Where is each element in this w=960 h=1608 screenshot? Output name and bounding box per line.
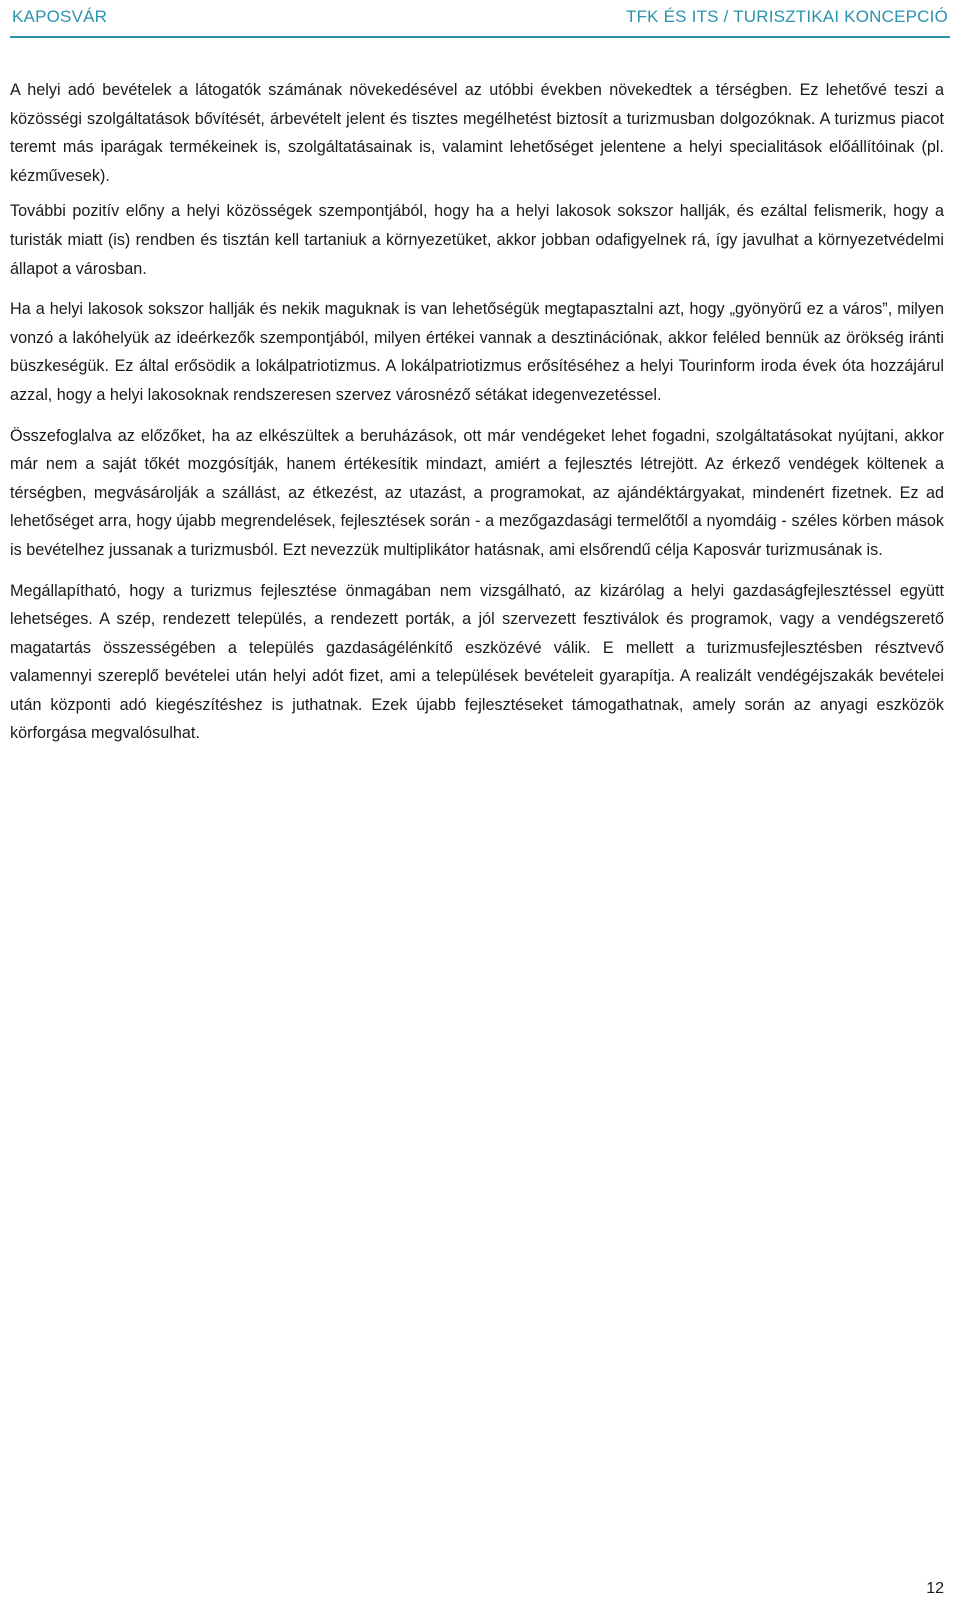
header-location: KAPOSVÁR: [12, 7, 108, 26]
body-text: [10, 76, 944, 760]
paragraph: Megállapítható, hogy a turizmus fejlesztése önmagában nem vizsgálható, az kizárólag a helyi gazdaságfejlesztéssel együtt lehetséges. A szép, rendezett település, a rendezett porták, a jól szervezett fesztiválok és programok, vagy a vendégszerető magatartás összességében a település gazdaságélénkítő eszközévé válik. E mellett a turizmusfejlesztésben résztvevő valamennyi szereplő bevételei után helyi adót fizet, ami a települések bevételeit gyarapítja. A realizált vendégéjszakák bevételei után központi adó kiegészítéshez is juthatnak. Ezek újabb fejlesztéseket támogathatnak, amely során az anyagi eszközök körforgása megvalósulhat.: [10, 581, 944, 743]
paragraph: Ha a helyi lakosok sokszor hallják és nekik maguknak is van lehetőségük megtapasztalni azt, hogy „gyönyörű ez a város”, milyen vonzó a lakóhelyük az ideérkezők szempontjából, milyen értékei vannak a desztinációnak, akkor feléled bennük az örökség iránti büszkeségük. Ez által erősödik a lokálpatriotizmus. A lokálpatriotizmus erősítéséhez a helyi Tourinform iroda évek óta hozzájárul azzal, hogy a helyi lakosoknak rendszeresen szervez városnéző sétákat idegenvezetéssel.: [10, 300, 944, 404]
header-document-title: TFK ÉS ITS / TURISZTIKAI KONCEPCIÓ: [626, 7, 948, 26]
page-number: 12: [926, 1580, 944, 1597]
page-header: [10, 0, 950, 38]
paragraph: Összefoglalva az előzőket, ha az elkészültek a beruházások, ott már vendégeket lehet fogadni, szolgáltatásokat nyújtani, akkor már nem a saját tőkét mozgósítják, hanem értékesítik mindazt, amiért a fejlesztés létrejött. Az érkező vendégek költenek a térségben, megvásárolják a szállást, az étkezést, az utazást, a programokat, az ajándéktárgyakat, mindenért fizetnek. Ez ad lehetőséget arra, hogy újabb megrendelések, fejlesztések során - a mezőgazdasági termelőtől a nyomdáig - széles körben mások is bevételhez jussanak a turizmusból. Ezt nevezzük multiplikátor hatásnak, ami elsőrendű célja Kaposvár turizmusának is.: [10, 426, 944, 559]
paragraph: További pozitív előny a helyi közösségek szempontjából, hogy ha a helyi lakosok sokszor hallják, és ezáltal felismerik, hogy a turisták miatt (is) rendben és tisztán kell tartaniuk a környezetüket, akkor jobban odafigyelnek rá, így javulhat a környezetvédelmi állapot a városban.: [10, 202, 944, 278]
paragraph: A helyi adó bevételek a látogatók számának növekedésével az utóbbi években növekedtek a térségben. Ez lehetővé teszi a közösségi szolgáltatások bővítését, árbevételt jelent és tisztes megélhetést biztosít a turizmusban dolgozóknak. A turizmus piacot teremt más iparágak termékeinek is, szolgáltatásainak is, valamint lehetőséget jelentene a helyi specialitások előállítóinak (pl. kézművesek).: [10, 81, 944, 185]
